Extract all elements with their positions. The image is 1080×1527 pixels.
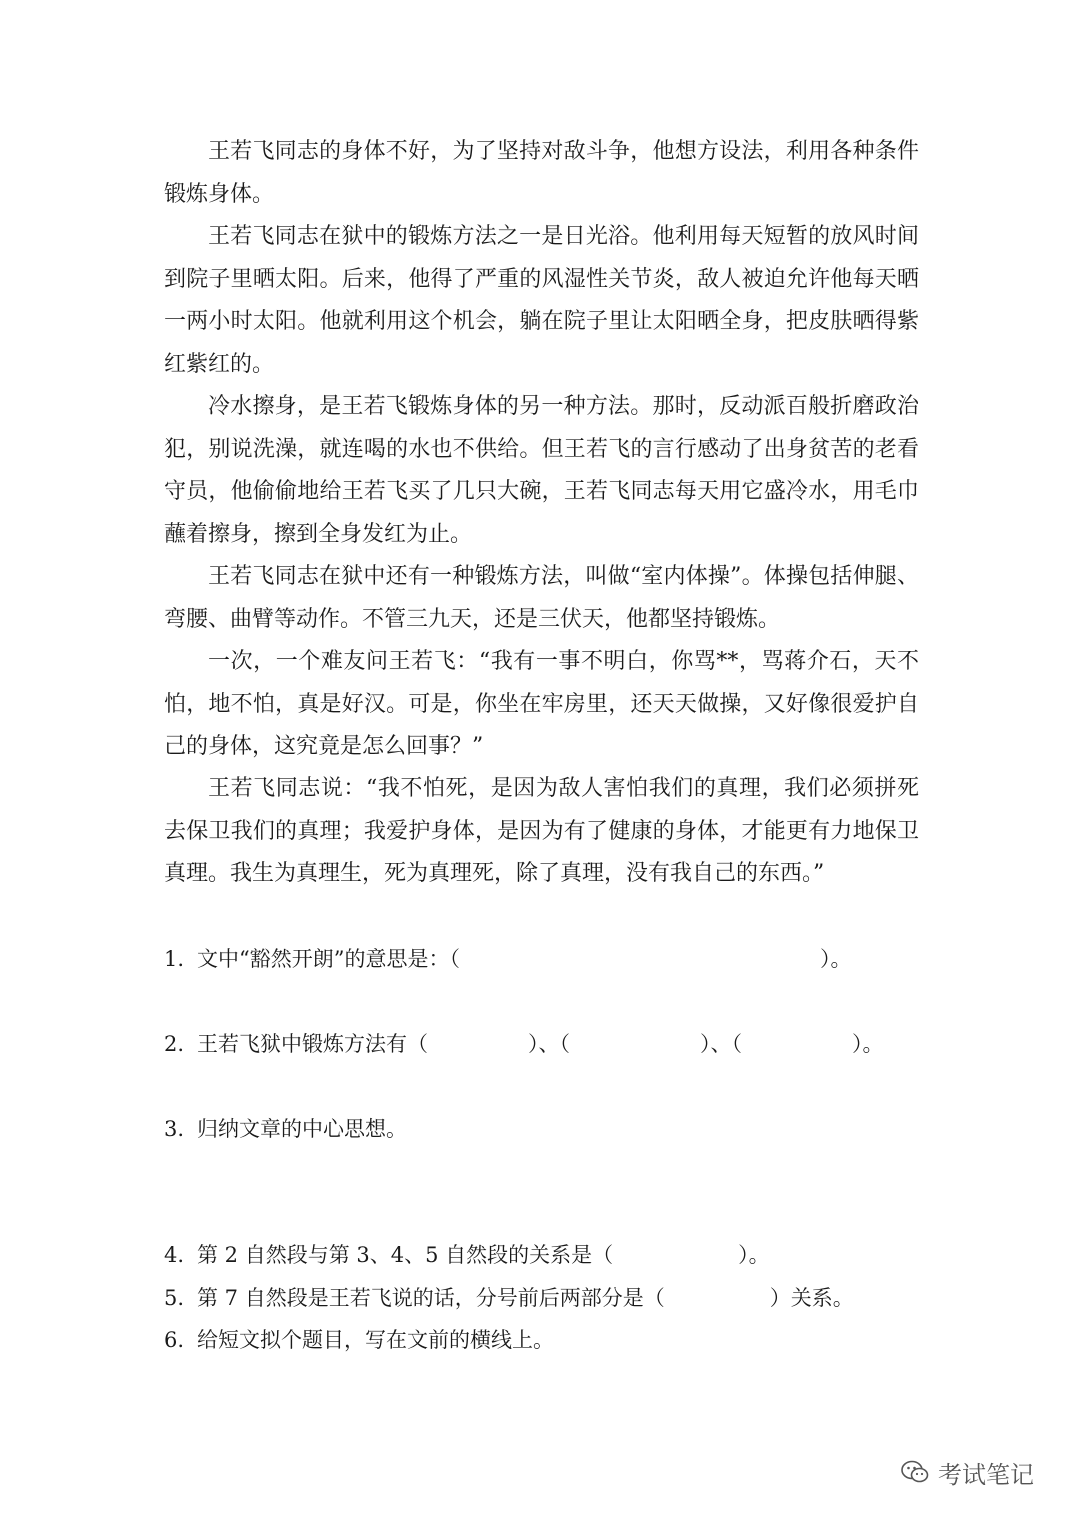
question-number: 2. [164, 1032, 185, 1056]
question-separator-2: ）、（ [700, 1032, 742, 1056]
wechat-icon [900, 1457, 930, 1487]
question-text: 归纳文章的中心思想。 [197, 1117, 407, 1141]
question-separator-1: ）、（ [528, 1032, 570, 1056]
paragraph-3: 冷水擦身，是王若飞锻炼身体的另一种方法。那时，反动派百般折磨政治犯，别说洗澡，就连喝的水也不供给。但王若飞的言行感动了出身贫苦的老看守员，他偷偷地给王若飞买了几只大碗，王若飞同志每天用它盛冷水，用毛巾蘸着擦身，擦到全身发红为止。 [164, 394, 919, 547]
question-number: 4. [164, 1243, 185, 1267]
question-text: 给短文拟个题目，写在文前的横线上。 [197, 1328, 554, 1352]
question-text: 第 2 自然段与第 3、4、5 自然段的关系是（ [197, 1243, 614, 1267]
question-1 [164, 944, 944, 974]
question-text: 第 7 自然段是王若飞说的话，分号前后两部分是（ [197, 1286, 665, 1310]
question-text-end: ）关系。 [769, 1286, 854, 1310]
question-5 [164, 1283, 944, 1313]
question-number: 1. [164, 947, 185, 971]
paragraph-5: 一次，一个难友问王若飞：“我有一事不明白，你骂**，骂蒋介石，天不怕，地不怕，真是好汉。可是，你坐在牢房里，还天天做操，又好像很爱护自己的身体，这究竟是怎么回事？” [164, 649, 919, 759]
question-text: 文中“豁然开朗”的意思是：（ [197, 947, 460, 971]
question-text: 王若飞狱中锻炼方法有（ [197, 1032, 428, 1056]
watermark-label: 考试笔记 [938, 1460, 1034, 1489]
question-text-end: ）。 [852, 1032, 884, 1056]
question-2 [164, 1029, 944, 1059]
question-6 [164, 1325, 944, 1355]
question-text-end: ）。 [738, 1243, 770, 1267]
question-number: 3. [164, 1117, 185, 1141]
question-number: 6. [164, 1328, 185, 1352]
question-text-end: ）。 [819, 947, 852, 971]
paragraph-6: 王若飞同志说：“我不怕死，是因为敌人害怕我们的真理，我们必须拼死去保卫我们的真理；我爱护身体，是因为有了健康的身体，才能更有力地保卫真理。我生为真理生，死为真理死，除了真理，没有我自己的东西。” [164, 776, 919, 886]
question-4 [164, 1240, 944, 1270]
watermark [900, 1452, 1034, 1492]
paragraph-4: 王若飞同志在狱中还有一种锻炼方法，叫做“室内体操”。体操包括伸腿、弯腰、曲臂等动作。不管三九天，还是三伏天，他都坚持锻炼。 [164, 564, 919, 632]
paragraph-2: 王若飞同志在狱中的锻炼方法之一是日光浴。他利用每天短暂的放风时间到院子里晒太阳。后来，他得了严重的风湿性关节炎，敌人被迫允许他每天晒一两小时太阳。他就利用这个机会，躺在院子里让太阳晒全身，把皮肤晒得紫红紫红的。 [164, 224, 919, 377]
question-3 [164, 1114, 944, 1144]
paragraph-1: 王若飞同志的身体不好，为了坚持对敌斗争，他想方设法，利用各种条件锻炼身体。 [164, 139, 919, 207]
question-number: 5. [164, 1286, 185, 1310]
